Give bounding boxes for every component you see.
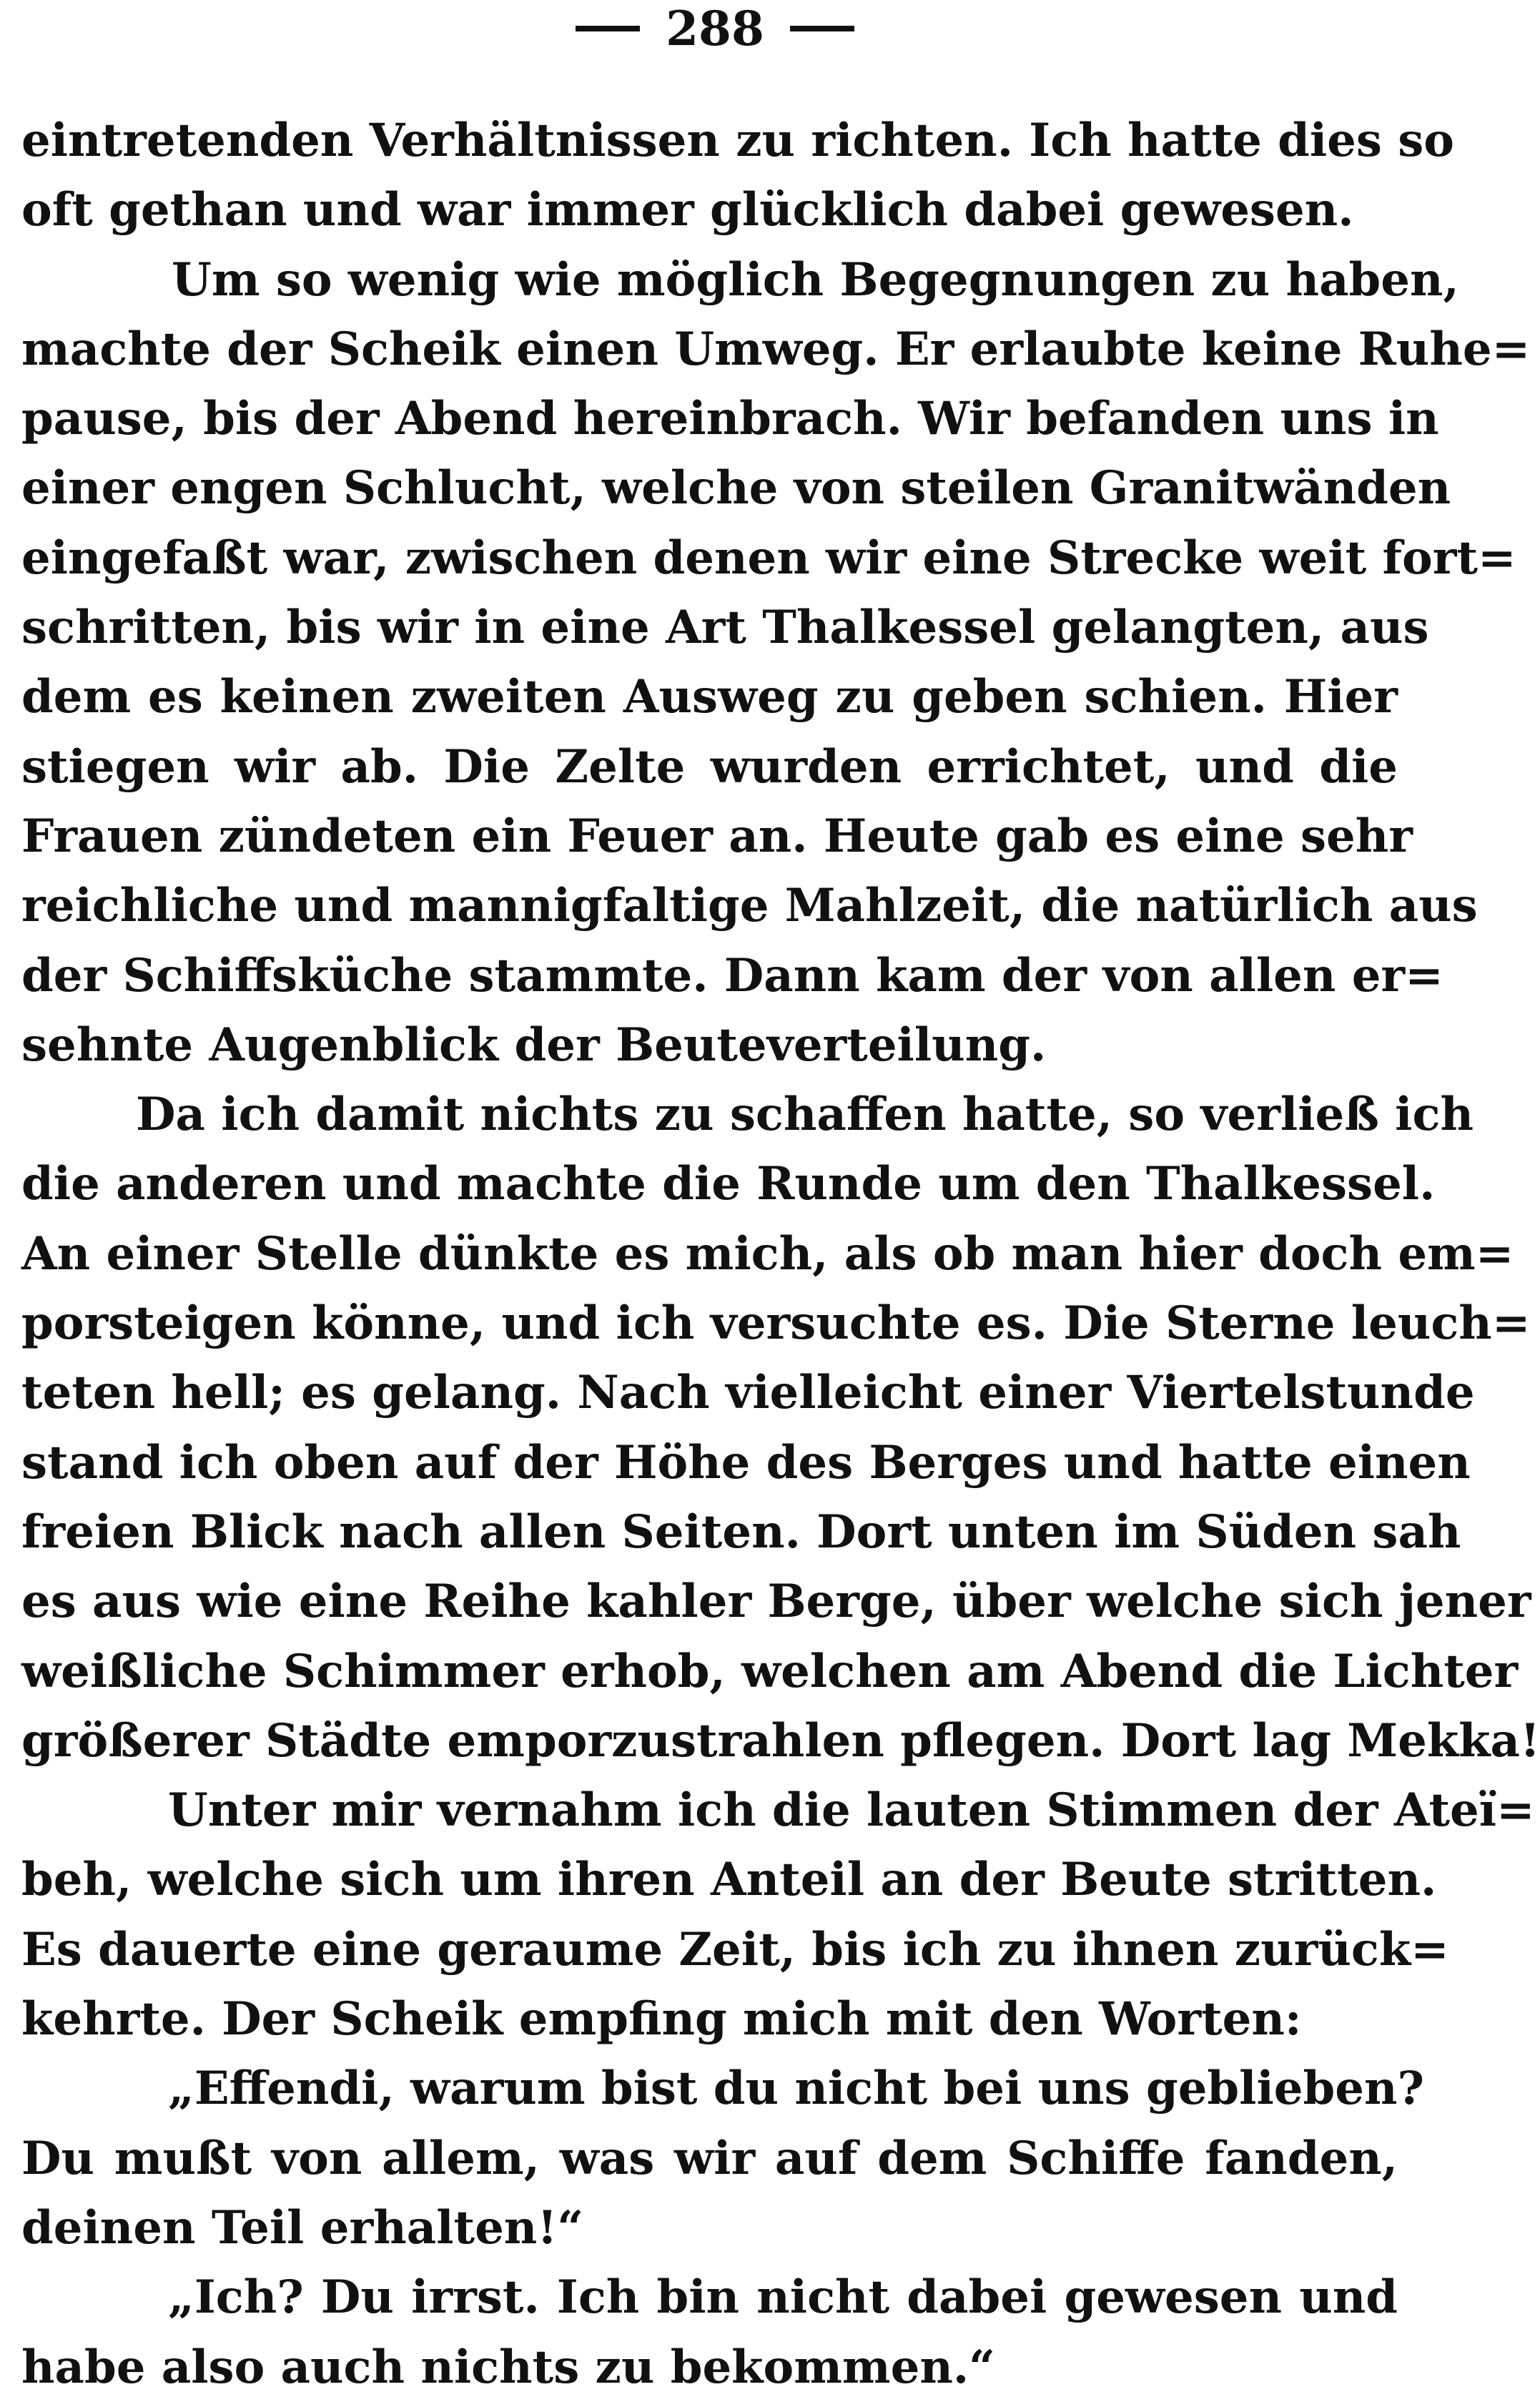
- text-line: oft gethan und war immer glücklich dabei gewesen.: [21, 183, 1354, 237]
- text-line: größerer Städte emporzustrahlen pflegen. Dort lag Mekka!: [21, 1713, 1540, 1768]
- text-line: porsteigen könne, und ich versuchte es. Die Sterne leuch=: [21, 1296, 1531, 1351]
- header-dash-left: [576, 26, 640, 31]
- body-text: [21, 106, 1540, 2402]
- text-line: stiegen wir ab. Die Zelte wurden errichtet, und die: [21, 739, 1398, 794]
- text-line: „Effendi, warum bist du nicht bei uns geblieben?: [168, 2062, 1424, 2116]
- text-line: sehnte Augenblick der Beuteverteilung.: [21, 1018, 1047, 1072]
- text-line: beh, welche sich um ihren Anteil an der Beute stritten.: [21, 1853, 1437, 1907]
- text-line: eingefaßt war, zwischen denen wir eine Strecke weit fort=: [21, 531, 1516, 585]
- text-line: habe also auch nichts zu bekommen.“: [21, 2340, 995, 2394]
- text-line: pause, bis der Abend hereinbrach. Wir befanden uns in: [21, 392, 1439, 446]
- text-line: Es dauerte eine geraume Zeit, bis ich zu ihnen zurück=: [21, 1922, 1449, 1977]
- text-line: „Ich? Du irrst. Ich bin nicht dabei gewesen und: [168, 2270, 1398, 2325]
- text-line: An einer Stelle dünkte es mich, als ob man hier doch em=: [21, 1226, 1514, 1281]
- text-line: Unter mir vernahm ich die lauten Stimmen der Ateï=: [168, 1783, 1535, 1838]
- text-line: der Schiffsküche stammte. Dann kam der von allen er=: [21, 948, 1443, 1003]
- header-dash-right: [790, 26, 854, 31]
- text-line: schritten, bis wir in eine Art Thalkessel gelangten, aus: [21, 601, 1429, 655]
- text-line: Um so wenig wie möglich Begegnungen zu haben,: [172, 252, 1459, 307]
- text-line: einer engen Schlucht, welche von steilen Granitwänden: [21, 461, 1451, 516]
- text-line: deinen Teil erhalten!“: [21, 2200, 584, 2255]
- text-line: Frauen zündeten ein Feuer an. Heute gab es eine sehr: [21, 809, 1413, 863]
- text-line: freien Blick nach allen Seiten. Dort unten im Süden sah: [21, 1505, 1461, 1559]
- text-line: es aus wie eine Reihe kahler Berge, über welche sich jener: [21, 1575, 1531, 1629]
- text-line: Da ich damit nichts zu schaffen hatte, so verließ ich: [136, 1088, 1474, 1142]
- text-line: eintretenden Verhältnissen zu richten. Ich hatte dies so: [21, 114, 1454, 167]
- text-line: die anderen und machte die Runde um den Thalkessel.: [21, 1157, 1436, 1211]
- text-line: machte der Scheik einen Umweg. Er erlaubte keine Ruhe=: [21, 322, 1531, 376]
- text-line: dem es keinen zweiten Ausweg zu geben schien. Hier: [21, 670, 1398, 724]
- page-number: 288: [666, 1, 764, 56]
- text-line: teten hell; es gelang. Nach vielleicht einer Viertelstunde: [21, 1366, 1475, 1420]
- page-header: [0, 0, 1430, 57]
- text-line: kehrte. Der Scheik empfing mich mit den Worten:: [21, 1992, 1302, 2047]
- text-line: reichliche und mannigfaltige Mahlzeit, die natürlich aus: [21, 879, 1478, 933]
- text-line: Du mußt von allem, was wir auf dem Schiffe fanden,: [21, 2131, 1398, 2185]
- text-line: stand ich oben auf der Höhe des Berges und hatte einen: [21, 1435, 1471, 1490]
- text-line: weißliche Schimmer erhob, welchen am Abend die Lichter: [21, 1644, 1519, 1698]
